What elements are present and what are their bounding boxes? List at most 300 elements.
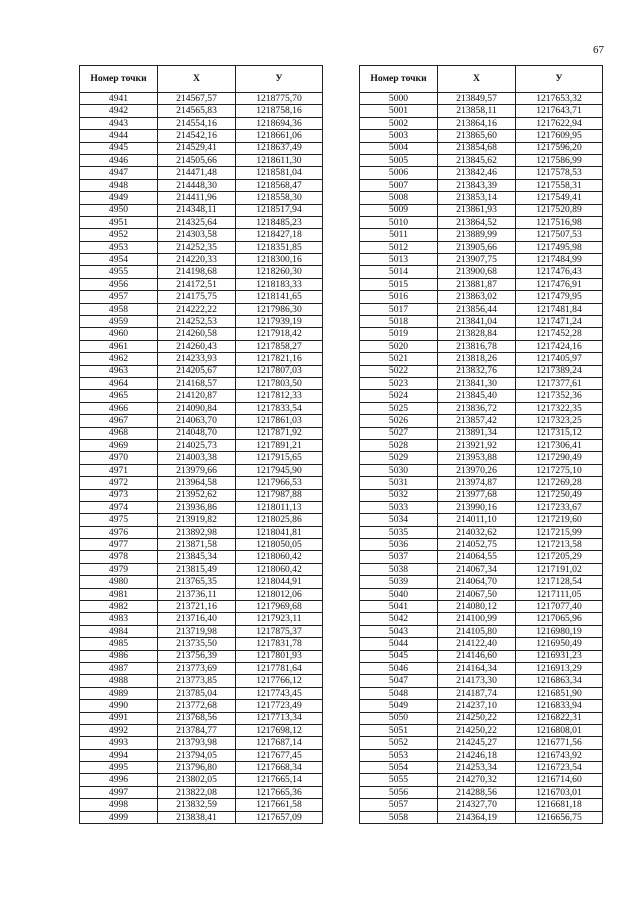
table-row — [80, 142, 323, 154]
point-number-cell: 4990 — [80, 700, 158, 712]
header-point-number: Номер точки — [80, 66, 158, 93]
x-coordinate-cell: 214003,38 — [158, 452, 236, 464]
point-number-cell: 4963 — [80, 365, 158, 377]
y-coordinate-cell: 1216743,92 — [516, 749, 603, 761]
y-coordinate-cell: 1217077,40 — [516, 601, 603, 613]
y-coordinate-cell: 1217622,94 — [516, 117, 603, 129]
point-number-cell: 5040 — [360, 588, 438, 600]
table-row — [80, 464, 323, 476]
point-number-cell: 4962 — [80, 353, 158, 365]
table-row — [360, 328, 603, 340]
point-number-cell: 5025 — [360, 402, 438, 414]
point-number-cell: 5041 — [360, 601, 438, 613]
y-coordinate-cell: 1216656,75 — [516, 811, 603, 823]
point-number-cell: 4966 — [80, 402, 158, 414]
point-number-cell: 4998 — [80, 799, 158, 811]
y-coordinate-cell: 1216822,31 — [516, 712, 603, 724]
point-number-cell: 4988 — [80, 675, 158, 687]
header-y: У — [516, 66, 603, 93]
x-coordinate-cell: 214011,10 — [438, 514, 516, 526]
table-row — [80, 154, 323, 166]
y-coordinate-cell: 1217306,41 — [516, 439, 603, 451]
point-number-cell: 4947 — [80, 167, 158, 179]
y-coordinate-cell: 1218637,49 — [236, 142, 323, 154]
point-number-cell: 5002 — [360, 117, 438, 129]
x-coordinate-cell: 213815,49 — [158, 563, 236, 575]
table-row — [360, 427, 603, 439]
table-row — [360, 452, 603, 464]
point-number-cell: 5058 — [360, 811, 438, 823]
table-row — [80, 402, 323, 414]
y-coordinate-cell: 1217801,93 — [236, 650, 323, 662]
table-row — [360, 625, 603, 637]
point-number-cell: 4972 — [80, 477, 158, 489]
x-coordinate-cell: 213977,68 — [438, 489, 516, 501]
point-number-cell: 5055 — [360, 774, 438, 786]
y-coordinate-cell: 1217643,71 — [516, 105, 603, 117]
x-coordinate-cell: 214325,64 — [158, 216, 236, 228]
table-row — [360, 266, 603, 278]
table-row — [80, 216, 323, 228]
table-row — [360, 340, 603, 352]
point-number-cell: 5038 — [360, 563, 438, 575]
x-coordinate-cell: 213907,75 — [438, 254, 516, 266]
point-number-cell: 5020 — [360, 340, 438, 352]
table-row — [80, 340, 323, 352]
x-coordinate-cell: 214471,48 — [158, 167, 236, 179]
x-coordinate-cell: 214529,41 — [158, 142, 236, 154]
point-number-cell: 5015 — [360, 278, 438, 290]
x-coordinate-cell: 213828,84 — [438, 328, 516, 340]
table-row — [360, 93, 603, 105]
x-coordinate-cell: 214052,75 — [438, 539, 516, 551]
table-row — [80, 353, 323, 365]
x-coordinate-cell: 214067,50 — [438, 588, 516, 600]
y-coordinate-cell: 1217481,84 — [516, 303, 603, 315]
table-row — [80, 130, 323, 142]
table-row — [360, 316, 603, 328]
table-row — [360, 811, 603, 823]
table-row — [360, 415, 603, 427]
point-number-cell: 5039 — [360, 576, 438, 588]
table-row — [80, 452, 323, 464]
point-number-cell: 5053 — [360, 749, 438, 761]
point-number-cell: 5022 — [360, 365, 438, 377]
y-coordinate-cell: 1217609,95 — [516, 130, 603, 142]
x-coordinate-cell: 214025,73 — [158, 439, 236, 451]
point-number-cell: 4968 — [80, 427, 158, 439]
point-number-cell: 5049 — [360, 700, 438, 712]
y-coordinate-cell: 1218060,42 — [236, 563, 323, 575]
y-coordinate-cell: 1217596,20 — [516, 142, 603, 154]
point-number-cell: 5019 — [360, 328, 438, 340]
point-number-cell: 4956 — [80, 278, 158, 290]
x-coordinate-cell: 213773,69 — [158, 662, 236, 674]
x-coordinate-cell: 213881,87 — [438, 278, 516, 290]
table-row — [80, 501, 323, 513]
table-row — [80, 241, 323, 253]
x-coordinate-cell: 214252,53 — [158, 316, 236, 328]
y-coordinate-cell: 1216723,54 — [516, 762, 603, 774]
x-coordinate-cell: 213845,34 — [158, 551, 236, 563]
table-row — [80, 278, 323, 290]
table-row — [360, 154, 603, 166]
y-coordinate-cell: 1217677,45 — [236, 749, 323, 761]
y-coordinate-cell: 1217923,11 — [236, 613, 323, 625]
y-coordinate-cell: 1218558,30 — [236, 192, 323, 204]
point-number-cell: 5010 — [360, 216, 438, 228]
table-row — [360, 439, 603, 451]
table-row — [80, 105, 323, 117]
point-number-cell: 4983 — [80, 613, 158, 625]
point-number-cell: 4955 — [80, 266, 158, 278]
table-row — [360, 563, 603, 575]
point-number-cell: 4977 — [80, 539, 158, 551]
table-row — [80, 724, 323, 736]
y-coordinate-cell: 1217871,92 — [236, 427, 323, 439]
x-coordinate-cell: 213842,46 — [438, 167, 516, 179]
table-row — [360, 687, 603, 699]
coordinates-table-right — [359, 65, 603, 824]
y-coordinate-cell: 1218044,91 — [236, 576, 323, 588]
table-row — [80, 439, 323, 451]
y-coordinate-cell: 1217191,02 — [516, 563, 603, 575]
x-coordinate-cell: 213768,56 — [158, 712, 236, 724]
table-row — [80, 377, 323, 389]
table-row — [360, 662, 603, 674]
y-coordinate-cell: 1216950,49 — [516, 638, 603, 650]
x-coordinate-cell: 214146,60 — [438, 650, 516, 662]
x-coordinate-cell: 214260,58 — [158, 328, 236, 340]
x-coordinate-cell: 213953,88 — [438, 452, 516, 464]
x-coordinate-cell: 213794,05 — [158, 749, 236, 761]
x-coordinate-cell: 213864,52 — [438, 216, 516, 228]
y-coordinate-cell: 1218060,42 — [236, 551, 323, 563]
x-coordinate-cell: 214567,57 — [158, 93, 236, 105]
table-row — [360, 241, 603, 253]
table-row — [80, 117, 323, 129]
point-number-cell: 5013 — [360, 254, 438, 266]
y-coordinate-cell: 1217986,30 — [236, 303, 323, 315]
y-coordinate-cell: 1217213,58 — [516, 539, 603, 551]
point-number-cell: 5043 — [360, 625, 438, 637]
y-coordinate-cell: 1217918,42 — [236, 328, 323, 340]
x-coordinate-cell: 213765,35 — [158, 576, 236, 588]
point-number-cell: 5051 — [360, 724, 438, 736]
point-number-cell: 5011 — [360, 229, 438, 241]
header-y: У — [236, 66, 323, 93]
table-row — [80, 489, 323, 501]
point-number-cell: 4941 — [80, 93, 158, 105]
y-coordinate-cell: 1217377,61 — [516, 377, 603, 389]
x-coordinate-cell: 214554,16 — [158, 117, 236, 129]
x-coordinate-cell: 213845,62 — [438, 154, 516, 166]
y-coordinate-cell: 1217205,29 — [516, 551, 603, 563]
table-row — [80, 712, 323, 724]
y-coordinate-cell: 1216703,01 — [516, 786, 603, 798]
y-coordinate-cell: 1217821,16 — [236, 353, 323, 365]
table-row — [80, 204, 323, 216]
y-coordinate-cell: 1217939,19 — [236, 316, 323, 328]
point-number-cell: 5023 — [360, 377, 438, 389]
point-number-cell: 4994 — [80, 749, 158, 761]
table-row — [80, 650, 323, 662]
y-coordinate-cell: 1216863,34 — [516, 675, 603, 687]
point-number-cell: 4943 — [80, 117, 158, 129]
y-coordinate-cell: 1217698,12 — [236, 724, 323, 736]
table-row — [360, 216, 603, 228]
x-coordinate-cell: 213858,11 — [438, 105, 516, 117]
table-row — [80, 303, 323, 315]
y-coordinate-cell: 1218568,47 — [236, 179, 323, 191]
y-coordinate-cell: 1217812,33 — [236, 390, 323, 402]
y-coordinate-cell: 1217520,89 — [516, 204, 603, 216]
point-number-cell: 4982 — [80, 601, 158, 613]
table-row — [360, 464, 603, 476]
x-coordinate-cell: 213843,39 — [438, 179, 516, 191]
y-coordinate-cell: 1217945,90 — [236, 464, 323, 476]
x-coordinate-cell: 214105,80 — [438, 625, 516, 637]
y-coordinate-cell: 1217668,34 — [236, 762, 323, 774]
x-coordinate-cell: 213832,76 — [438, 365, 516, 377]
point-number-cell: 5047 — [360, 675, 438, 687]
point-number-cell: 4980 — [80, 576, 158, 588]
point-number-cell: 4959 — [80, 316, 158, 328]
y-coordinate-cell: 1218758,16 — [236, 105, 323, 117]
y-coordinate-cell: 1216833,94 — [516, 700, 603, 712]
point-number-cell: 4991 — [80, 712, 158, 724]
y-coordinate-cell: 1216913,29 — [516, 662, 603, 674]
x-coordinate-cell: 213849,57 — [438, 93, 516, 105]
y-coordinate-cell: 1217987,88 — [236, 489, 323, 501]
x-coordinate-cell: 214064,70 — [438, 576, 516, 588]
y-coordinate-cell: 1217743,45 — [236, 687, 323, 699]
table-row — [360, 514, 603, 526]
y-coordinate-cell: 1217687,14 — [236, 737, 323, 749]
table-row — [360, 402, 603, 414]
point-number-cell: 4944 — [80, 130, 158, 142]
table-row — [80, 93, 323, 105]
table-row — [80, 365, 323, 377]
x-coordinate-cell: 214220,33 — [158, 254, 236, 266]
table-row — [80, 749, 323, 761]
x-coordinate-cell: 214246,18 — [438, 749, 516, 761]
table-row — [360, 303, 603, 315]
point-number-cell: 5026 — [360, 415, 438, 427]
x-coordinate-cell: 214260,43 — [158, 340, 236, 352]
x-coordinate-cell: 214252,35 — [158, 241, 236, 253]
point-number-cell: 5007 — [360, 179, 438, 191]
x-coordinate-cell: 214250,22 — [438, 712, 516, 724]
y-coordinate-cell: 1217653,32 — [516, 93, 603, 105]
y-coordinate-cell: 1217471,24 — [516, 316, 603, 328]
x-coordinate-cell: 213892,98 — [158, 526, 236, 538]
y-coordinate-cell: 1217452,28 — [516, 328, 603, 340]
point-number-cell: 5037 — [360, 551, 438, 563]
y-coordinate-cell: 1216681,18 — [516, 799, 603, 811]
y-coordinate-cell: 1217966,53 — [236, 477, 323, 489]
y-coordinate-cell: 1217858,27 — [236, 340, 323, 352]
point-number-cell: 5003 — [360, 130, 438, 142]
y-coordinate-cell: 1217549,41 — [516, 192, 603, 204]
point-number-cell: 4964 — [80, 377, 158, 389]
point-number-cell: 4992 — [80, 724, 158, 736]
table-row — [360, 737, 603, 749]
y-coordinate-cell: 1217476,91 — [516, 278, 603, 290]
y-coordinate-cell: 1217111,05 — [516, 588, 603, 600]
point-number-cell: 5056 — [360, 786, 438, 798]
table-row — [80, 687, 323, 699]
point-number-cell: 4945 — [80, 142, 158, 154]
x-coordinate-cell: 214505,66 — [158, 154, 236, 166]
table-row — [360, 105, 603, 117]
y-coordinate-cell: 1217389,24 — [516, 365, 603, 377]
table-row — [360, 700, 603, 712]
table-header-row — [80, 66, 323, 93]
table-row — [360, 712, 603, 724]
point-number-cell: 4949 — [80, 192, 158, 204]
point-number-cell: 5028 — [360, 439, 438, 451]
y-coordinate-cell: 1217665,14 — [236, 774, 323, 786]
x-coordinate-cell: 214175,75 — [158, 291, 236, 303]
y-coordinate-cell: 1218050,05 — [236, 539, 323, 551]
table-row — [360, 762, 603, 774]
x-coordinate-cell: 213979,66 — [158, 464, 236, 476]
x-coordinate-cell: 214565,83 — [158, 105, 236, 117]
y-coordinate-cell: 1217875,37 — [236, 625, 323, 637]
table-row — [360, 786, 603, 798]
point-number-cell: 5009 — [360, 204, 438, 216]
point-number-cell: 5016 — [360, 291, 438, 303]
x-coordinate-cell: 214048,70 — [158, 427, 236, 439]
table-header-row — [360, 66, 603, 93]
point-number-cell: 4967 — [80, 415, 158, 427]
x-coordinate-cell: 213721,16 — [158, 601, 236, 613]
x-coordinate-cell: 213793,98 — [158, 737, 236, 749]
y-coordinate-cell: 1218012,06 — [236, 588, 323, 600]
y-coordinate-cell: 1218694,36 — [236, 117, 323, 129]
y-coordinate-cell: 1218611,30 — [236, 154, 323, 166]
table-row — [360, 551, 603, 563]
x-coordinate-cell: 214198,68 — [158, 266, 236, 278]
point-number-cell: 4979 — [80, 563, 158, 575]
table-row — [80, 762, 323, 774]
table-row — [360, 675, 603, 687]
table-row — [360, 365, 603, 377]
table-row — [360, 204, 603, 216]
table-row — [80, 613, 323, 625]
x-coordinate-cell: 213857,42 — [438, 415, 516, 427]
point-number-cell: 4970 — [80, 452, 158, 464]
table-row — [80, 167, 323, 179]
x-coordinate-cell: 213836,72 — [438, 402, 516, 414]
x-coordinate-cell: 214122,40 — [438, 638, 516, 650]
x-coordinate-cell: 214245,27 — [438, 737, 516, 749]
table-row — [360, 390, 603, 402]
point-number-cell: 4987 — [80, 662, 158, 674]
point-number-cell: 4996 — [80, 774, 158, 786]
x-coordinate-cell: 214205,67 — [158, 365, 236, 377]
y-coordinate-cell: 1217558,31 — [516, 179, 603, 191]
table-row — [80, 811, 323, 823]
x-coordinate-cell: 214172,51 — [158, 278, 236, 290]
table-row — [80, 563, 323, 575]
table-row — [80, 266, 323, 278]
point-number-cell: 5054 — [360, 762, 438, 774]
point-number-cell: 4958 — [80, 303, 158, 315]
table-row — [360, 167, 603, 179]
x-coordinate-cell: 214187,74 — [438, 687, 516, 699]
x-coordinate-cell: 214063,70 — [158, 415, 236, 427]
table-row — [80, 675, 323, 687]
table-row — [80, 700, 323, 712]
x-coordinate-cell: 213802,05 — [158, 774, 236, 786]
table-row — [80, 774, 323, 786]
point-number-cell: 4954 — [80, 254, 158, 266]
x-coordinate-cell: 213863,02 — [438, 291, 516, 303]
point-number-cell: 4985 — [80, 638, 158, 650]
point-number-cell: 5012 — [360, 241, 438, 253]
table-row — [360, 650, 603, 662]
x-coordinate-cell: 213735,50 — [158, 638, 236, 650]
header-point-number: Номер точки — [360, 66, 438, 93]
table-row — [80, 390, 323, 402]
x-coordinate-cell: 214542,16 — [158, 130, 236, 142]
point-number-cell: 5029 — [360, 452, 438, 464]
table-row — [80, 625, 323, 637]
point-number-cell: 5046 — [360, 662, 438, 674]
point-number-cell: 4957 — [80, 291, 158, 303]
table-row — [80, 427, 323, 439]
y-coordinate-cell: 1216980,19 — [516, 625, 603, 637]
y-coordinate-cell: 1218661,06 — [236, 130, 323, 142]
page-number: 67 — [593, 44, 604, 56]
table-row — [360, 724, 603, 736]
point-number-cell: 4978 — [80, 551, 158, 563]
point-number-cell: 4986 — [80, 650, 158, 662]
x-coordinate-cell: 213841,30 — [438, 377, 516, 389]
x-coordinate-cell: 214250,22 — [438, 724, 516, 736]
x-coordinate-cell: 213864,16 — [438, 117, 516, 129]
table-row — [80, 415, 323, 427]
y-coordinate-cell: 1216714,60 — [516, 774, 603, 786]
x-coordinate-cell: 213756,39 — [158, 650, 236, 662]
y-coordinate-cell: 1217479,95 — [516, 291, 603, 303]
table-row — [80, 477, 323, 489]
point-number-cell: 4951 — [80, 216, 158, 228]
x-coordinate-cell: 213853,14 — [438, 192, 516, 204]
x-coordinate-cell: 213964,58 — [158, 477, 236, 489]
y-coordinate-cell: 1218351,85 — [236, 241, 323, 253]
table-row — [80, 328, 323, 340]
y-coordinate-cell: 1217290,49 — [516, 452, 603, 464]
y-coordinate-cell: 1218485,23 — [236, 216, 323, 228]
table-row — [80, 539, 323, 551]
table-row — [360, 638, 603, 650]
x-coordinate-cell: 214067,34 — [438, 563, 516, 575]
y-coordinate-cell: 1218183,33 — [236, 278, 323, 290]
y-coordinate-cell: 1218011,13 — [236, 501, 323, 513]
x-coordinate-cell: 213889,99 — [438, 229, 516, 241]
table-row — [360, 526, 603, 538]
table-row — [360, 130, 603, 142]
y-coordinate-cell: 1217723,49 — [236, 700, 323, 712]
y-coordinate-cell: 1217250,49 — [516, 489, 603, 501]
x-coordinate-cell: 213952,62 — [158, 489, 236, 501]
point-number-cell: 5018 — [360, 316, 438, 328]
table-row — [360, 254, 603, 266]
x-coordinate-cell: 213891,34 — [438, 427, 516, 439]
